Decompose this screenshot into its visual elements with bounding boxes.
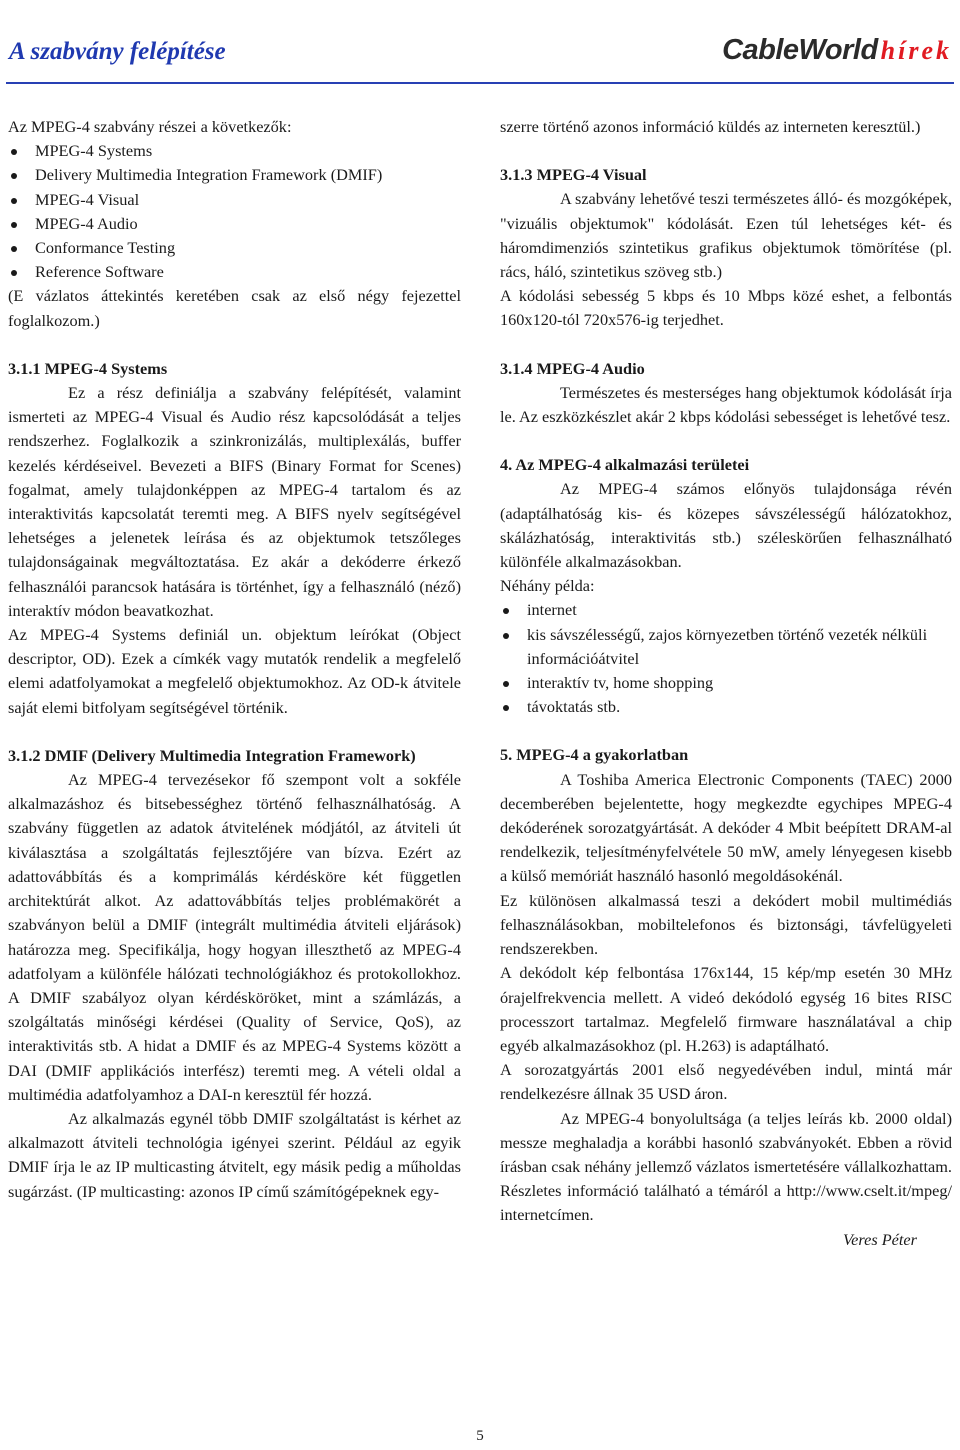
paragraph: A szabvány lehetővé teszi természetes álló- és mozgóképek, "vizuális objektumok" kódolását. Ezen túl lehetséges két- és háromdimenziós szintetikus grafikus objektumok tömörítése (pl. rács, háló, szintetikus szöveg stb.) [500,189,952,282]
paragraph: Természetes és mesterséges hang objektumok kódolását írja le. Az eszközkészlet akár 2 kbps kódolási sebességet is lehetővé tesz. [500,382,952,427]
list-item: Delivery Multimedia Integration Framework (DMIF) [8,163,461,187]
paragraph: Az MPEG-4 Systems definiál un. objektum leírókat (Object descriptor, OD). Ezek a címkék vagy mutatók rendelik a megfelelő elemi adatfolyamokat a megfelelő objektumokhoz. Az OD-k átvitele saját elemi bitfolyam segítségével történik. [8,625,461,717]
paragraph: A kódolási sebesség 5 kbps és 10 Mbps közé eshet, a felbontás 160x120-tól 720x576-ig terjedhet. [500,286,952,330]
list-item: interaktív tv, home shopping [500,671,952,695]
paragraph: A dekódolt kép felbontása 176x144, 15 kép/mp esetén 30 MHz órajelfrekvencia mellett. A videó dekódoló egység 16 bites RISC processzort tartalmaz. Megfelelő firmware használatával a chip egyéb alkalmazásokhoz (pl. H.263) is adaptálható. [500,963,952,1055]
section-title: A szabvány felépítése [9,38,226,65]
cableworld-logo [722,34,952,74]
paragraph: A sorozatgyártás 2001 első negyedévében indul, mintá már rendelkezésre állnak 35 USD áron. [500,1060,952,1104]
list-item: távoktatás stb. [500,695,952,719]
right-column [500,115,952,1252]
paragraph: Ez a rész definiálja a szabvány felépítését, valamint ismerteti az MPEG-4 Visual és Audio rész kapcsolódását a teljes rendszerhez. Foglalkozik a szinkronizálás, multiplexálás, buffer kezelés kérdéseivel. Bevezeti a BIFS (Binary Format for Scenes) fogalmat, amely tulajdonképpen az MPEG-4 tartalom és az interaktivitás kapcsolatát teremti meg. A BIFS nyelv segítségével lehetséges a jelenetek leírása és az objektumok tetszőleges tulajdonságainak megváltoztatása. Ez akár a dekóderre érkező felhasználói parancsok hatására is történhet, így a felhasználó (néző) interaktív módon beavatkozhat. [8,383,461,620]
list-item: MPEG-4 Visual [8,188,461,212]
heading-3-1-3: 3.1.3 MPEG-4 Visual [500,165,647,185]
logo-sub-text: hírek [880,35,952,65]
paragraph: Az MPEG-4 bonyolultsága (a teljes leírás kb. 2000 oldal) messze meghaladja a korábbi hasonló szabványokét. Ebben a rövid írásban csak néhány jellemző vázlatos ismertetésére vállalkozhattam. Részletes információ található a témáról a http://www.cselt.it/mpeg/ internetcímen. [500,1108,952,1225]
parts-note: (E vázlatos áttekintés keretében csak az első négy fejezettel foglalkozom.) [8,286,461,330]
page-header [0,0,960,80]
logo-main-text: CableWorld [722,34,878,66]
list-item: internet [500,598,952,622]
list-item: MPEG-4 Audio [8,212,461,236]
list-item: MPEG-4 Systems [8,139,461,163]
heading-3-1-2: 3.1.2 DMIF (Delivery Multimedia Integration Framework) [8,745,416,765]
parts-intro: Az MPEG-4 szabvány részei a következők: [8,117,292,136]
list-item: Conformance Testing [8,236,461,260]
list-item: kis sávszélességű, zajos környezetben történő vezeték nélküli információátvitel [500,623,952,671]
list-item: Reference Software [8,260,461,284]
heading-3-1-1: 3.1.1 MPEG-4 Systems [8,358,168,378]
examples-list [500,598,952,719]
left-column [8,115,461,1204]
header-rule [6,82,954,84]
parts-list [8,139,461,284]
paragraph: Néhány példa: [500,576,595,596]
paragraph: Ez különösen alkalmassá teszi a dekódert mobil multimédiás felhasználásokban, mobiltelefonos és biztonsági, távfelügyeleti rendszerekben. [500,890,952,959]
paragraph: Az MPEG-4 számos előnyös tulajdonsága révén (adaptálhatóság kis- és közepes sávszélességű hálózatokhoz, skálázhatóság, interaktivitás stb.) széleskörűen felhasználható különféle alkalmazásokban. [500,479,952,572]
paragraph: szerre történő azonos információ küldés az interneten keresztül.) [500,117,921,136]
heading-3-1-4: 3.1.4 MPEG-4 Audio [500,358,645,378]
paragraph: A Toshiba America Electronic Components (TAEC) 2000 decemberében bejelentette, hogy megkezdte egychipes MPEG-4 dekóderének sorozatgyártását. A dekóder 4 Mbit beépített DRAM-al rendelkezik, teljesítményfelvétele 50 mW, amely lényegesen kisebb a külső memóriát használó hasonló megoldásokénál. [500,769,952,886]
paragraph: Az MPEG-4 tervezésekor fő szempont volt a sokféle alkalmazáshoz és bitsebességhez történő felhasználhatóság. A szabvány független az adatok átvitelének módjától, az átviteli út kiválasztása a szolgáltatás fejlesztőjére van bízva. Ezért az adattovábbítás és a komprimálás kérdésköre két független architektúrát alkot. Az adattovábbítás teljes problémakörét a szabványon belül a DMIF (integrált multimédia átviteli eljárások) határozza meg. Specifikálja, hogy hogyan illeszthető az MPEG-4 adatfolyam a különféle hálózati technológiákhoz és protokollokhoz. A DMIF szabályoz olyan kérdésköröket, mint a számlázás, a szolgáltatás minőségi kérdései (Quality of Service, QoS), az interaktivitás stb. A hidat a DMIF és az MPEG-4 Systems között a DAI (DMIF applikációs interfész) teremti meg. A vételi oldal a multimédia adatfolyamhoz a DAI-n keresztül fér hozzá. [8,770,461,1104]
heading-4: 4. Az MPEG-4 alkalmazási területei [500,455,750,475]
heading-5: 5. MPEG-4 a gyakorlatban [500,745,689,765]
paragraph: Az alkalmazás egynél több DMIF szolgáltatást is kérhet az alkalmazott átviteli technológia igényei szerint. Például az egyik DMIF írja le az IP multicasting átvitelt, egy másik pedig a műholdas sugárzást. (IP multicasting: azonos IP című számítógépeknek egy- [8,1108,461,1201]
author-signature: Veres Péter [843,1229,917,1249]
page-number: 5 [476,1428,484,1444]
